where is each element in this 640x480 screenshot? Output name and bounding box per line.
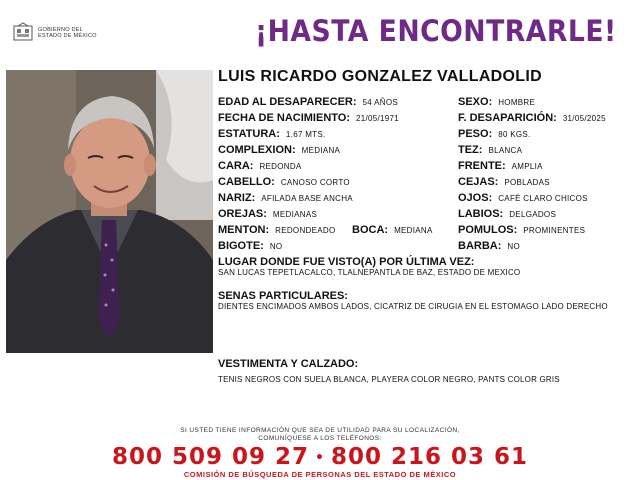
field-nacimiento [218, 112, 399, 124]
labios-label: LABIOS: [458, 208, 504, 220]
field-estatura [218, 128, 326, 140]
edad-label: EDAD AL DESAPARECER: [218, 96, 357, 108]
field-edad [218, 96, 398, 108]
bigote-label: BIGOTE: [218, 240, 264, 252]
phone-numbers [0, 444, 640, 470]
nariz-label: NARIZ: [218, 192, 256, 204]
phone-number-1[interactable]: 800 509 09 27 [111, 444, 310, 470]
vestimenta-title: VESTIMENTA Y CALZADO: [218, 358, 359, 370]
pomulos-label: POMULOS: [458, 224, 518, 236]
vestimenta-text: TENIS NEGROS CON SUELA BLANCA, PLAYERA COLOR NEGRO, PANTS COLOR GRIS [218, 375, 560, 384]
field-frente [458, 160, 543, 172]
commission-name: COMISIÓN DE BÚSQUEDA DE PERSONAS DEL ESTADO DE MÉXICO [183, 470, 457, 479]
lugar-title: LUGAR DONDE FUE VISTO(A) POR ÚLTIMA VEZ: [218, 256, 475, 268]
person-name: LUIS RICARDO GONZALEZ VALLADOLID [218, 68, 542, 85]
estatura-label: ESTATURA: [218, 128, 280, 140]
field-complexion [218, 144, 340, 156]
lugar-text: SAN LUCAS TEPETLACALCO, TLALNEPANTLA DE BAZ, ESTADO DE MEXICO [218, 268, 521, 277]
cara-value: REDONDA [259, 162, 302, 171]
menton-label: MENTON: [218, 224, 270, 236]
portrait-illustration [6, 70, 213, 353]
logo-line-1: GOBIERNO DEL [38, 27, 83, 33]
field-ojos [458, 192, 588, 204]
cara-label: CARA: [218, 160, 254, 172]
senas-title: SENAS PARTICULARES: [218, 290, 348, 302]
field-bigote [218, 240, 282, 252]
desaparicion-value: 31/05/2025 [562, 114, 606, 123]
field-sexo [458, 96, 535, 108]
orejas-label: OREJAS: [218, 208, 267, 220]
field-peso [458, 128, 531, 140]
barba-value: NO [507, 242, 520, 251]
phone-number-2[interactable]: 800 216 03 61 [330, 444, 529, 470]
ojos-value: CAFÉ CLARO CHICOS [498, 194, 588, 203]
field-nariz [218, 192, 353, 204]
logo-text [38, 27, 97, 40]
complexion-label: COMPLEXION: [218, 144, 296, 156]
sexo-label: SEXO: [458, 96, 493, 108]
peso-label: PESO: [458, 128, 493, 140]
cejas-label: CEJAS: [458, 176, 499, 188]
logo-line-2: ESTADO DE MÉXICO [38, 33, 97, 40]
state-seal-icon [12, 22, 34, 44]
field-tez [458, 144, 522, 156]
field-barba [458, 240, 520, 252]
sexo-value: HOMBRE [498, 98, 536, 107]
menton-value: REDONDEADO [275, 226, 336, 235]
estatura-value: 1.67 MTS. [285, 130, 326, 139]
boca-label: BOCA: [352, 224, 389, 236]
nariz-value: AFILADA BASE ANCHA [261, 194, 353, 203]
field-boca [352, 224, 433, 236]
complexion-value: MEDIANA [301, 146, 341, 155]
headline: ¡HASTA ENCONTRARLE! [255, 14, 617, 48]
cejas-value: POBLADAS [504, 178, 550, 187]
tez-label: TEZ: [458, 144, 483, 156]
frente-label: FRENTE: [458, 160, 506, 172]
separator-dot: • [315, 449, 325, 466]
nacimiento-label: FECHA DE NACIMIENTO: [218, 112, 350, 124]
boca-value: MEDIANA [394, 226, 433, 235]
field-desaparicion [458, 112, 606, 124]
field-cejas [458, 176, 550, 188]
contact-note-line-1: SI USTED TIENE INFORMACIÓN QUE SEA DE UTILIDAD PARA SU LOCALIZACIÓN, [180, 427, 460, 434]
peso-value: 80 KGS. [498, 130, 531, 139]
nacimiento-value: 21/05/1971 [356, 114, 400, 123]
barba-label: BARBA: [458, 240, 502, 252]
frente-value: AMPLIA [511, 162, 543, 171]
field-cabello [218, 176, 350, 188]
field-pomulos [458, 224, 585, 236]
desaparicion-label: F. DESAPARICIÓN: [458, 112, 557, 124]
ojos-label: OJOS: [458, 192, 493, 204]
senas-text: DIENTES ENCIMADOS AMBOS LADOS, CICATRIZ DE CIRUGIA EN EL ESTOMAGO LADO DERECHO [218, 302, 608, 311]
orejas-value: MEDIANAS [272, 210, 318, 219]
contact-note-line-2: COMUNÍQUESE A LOS TELÉFONOS: [258, 435, 382, 442]
cabello-value: CANOSO CORTO [280, 178, 350, 187]
field-cara [218, 160, 302, 172]
missing-person-photo [6, 70, 213, 353]
field-orejas [218, 208, 317, 220]
government-logo [12, 22, 122, 46]
labios-value: DELGADOS [509, 210, 557, 219]
tez-value: BLANCA [488, 146, 523, 155]
field-menton [218, 224, 335, 236]
cabello-label: CABELLO: [218, 176, 275, 188]
bigote-value: NO [269, 242, 283, 251]
edad-value: 54 AÑOS [362, 98, 398, 107]
contact-note [0, 427, 640, 443]
field-labios [458, 208, 556, 220]
pomulos-value: PROMINENTES [523, 226, 586, 235]
